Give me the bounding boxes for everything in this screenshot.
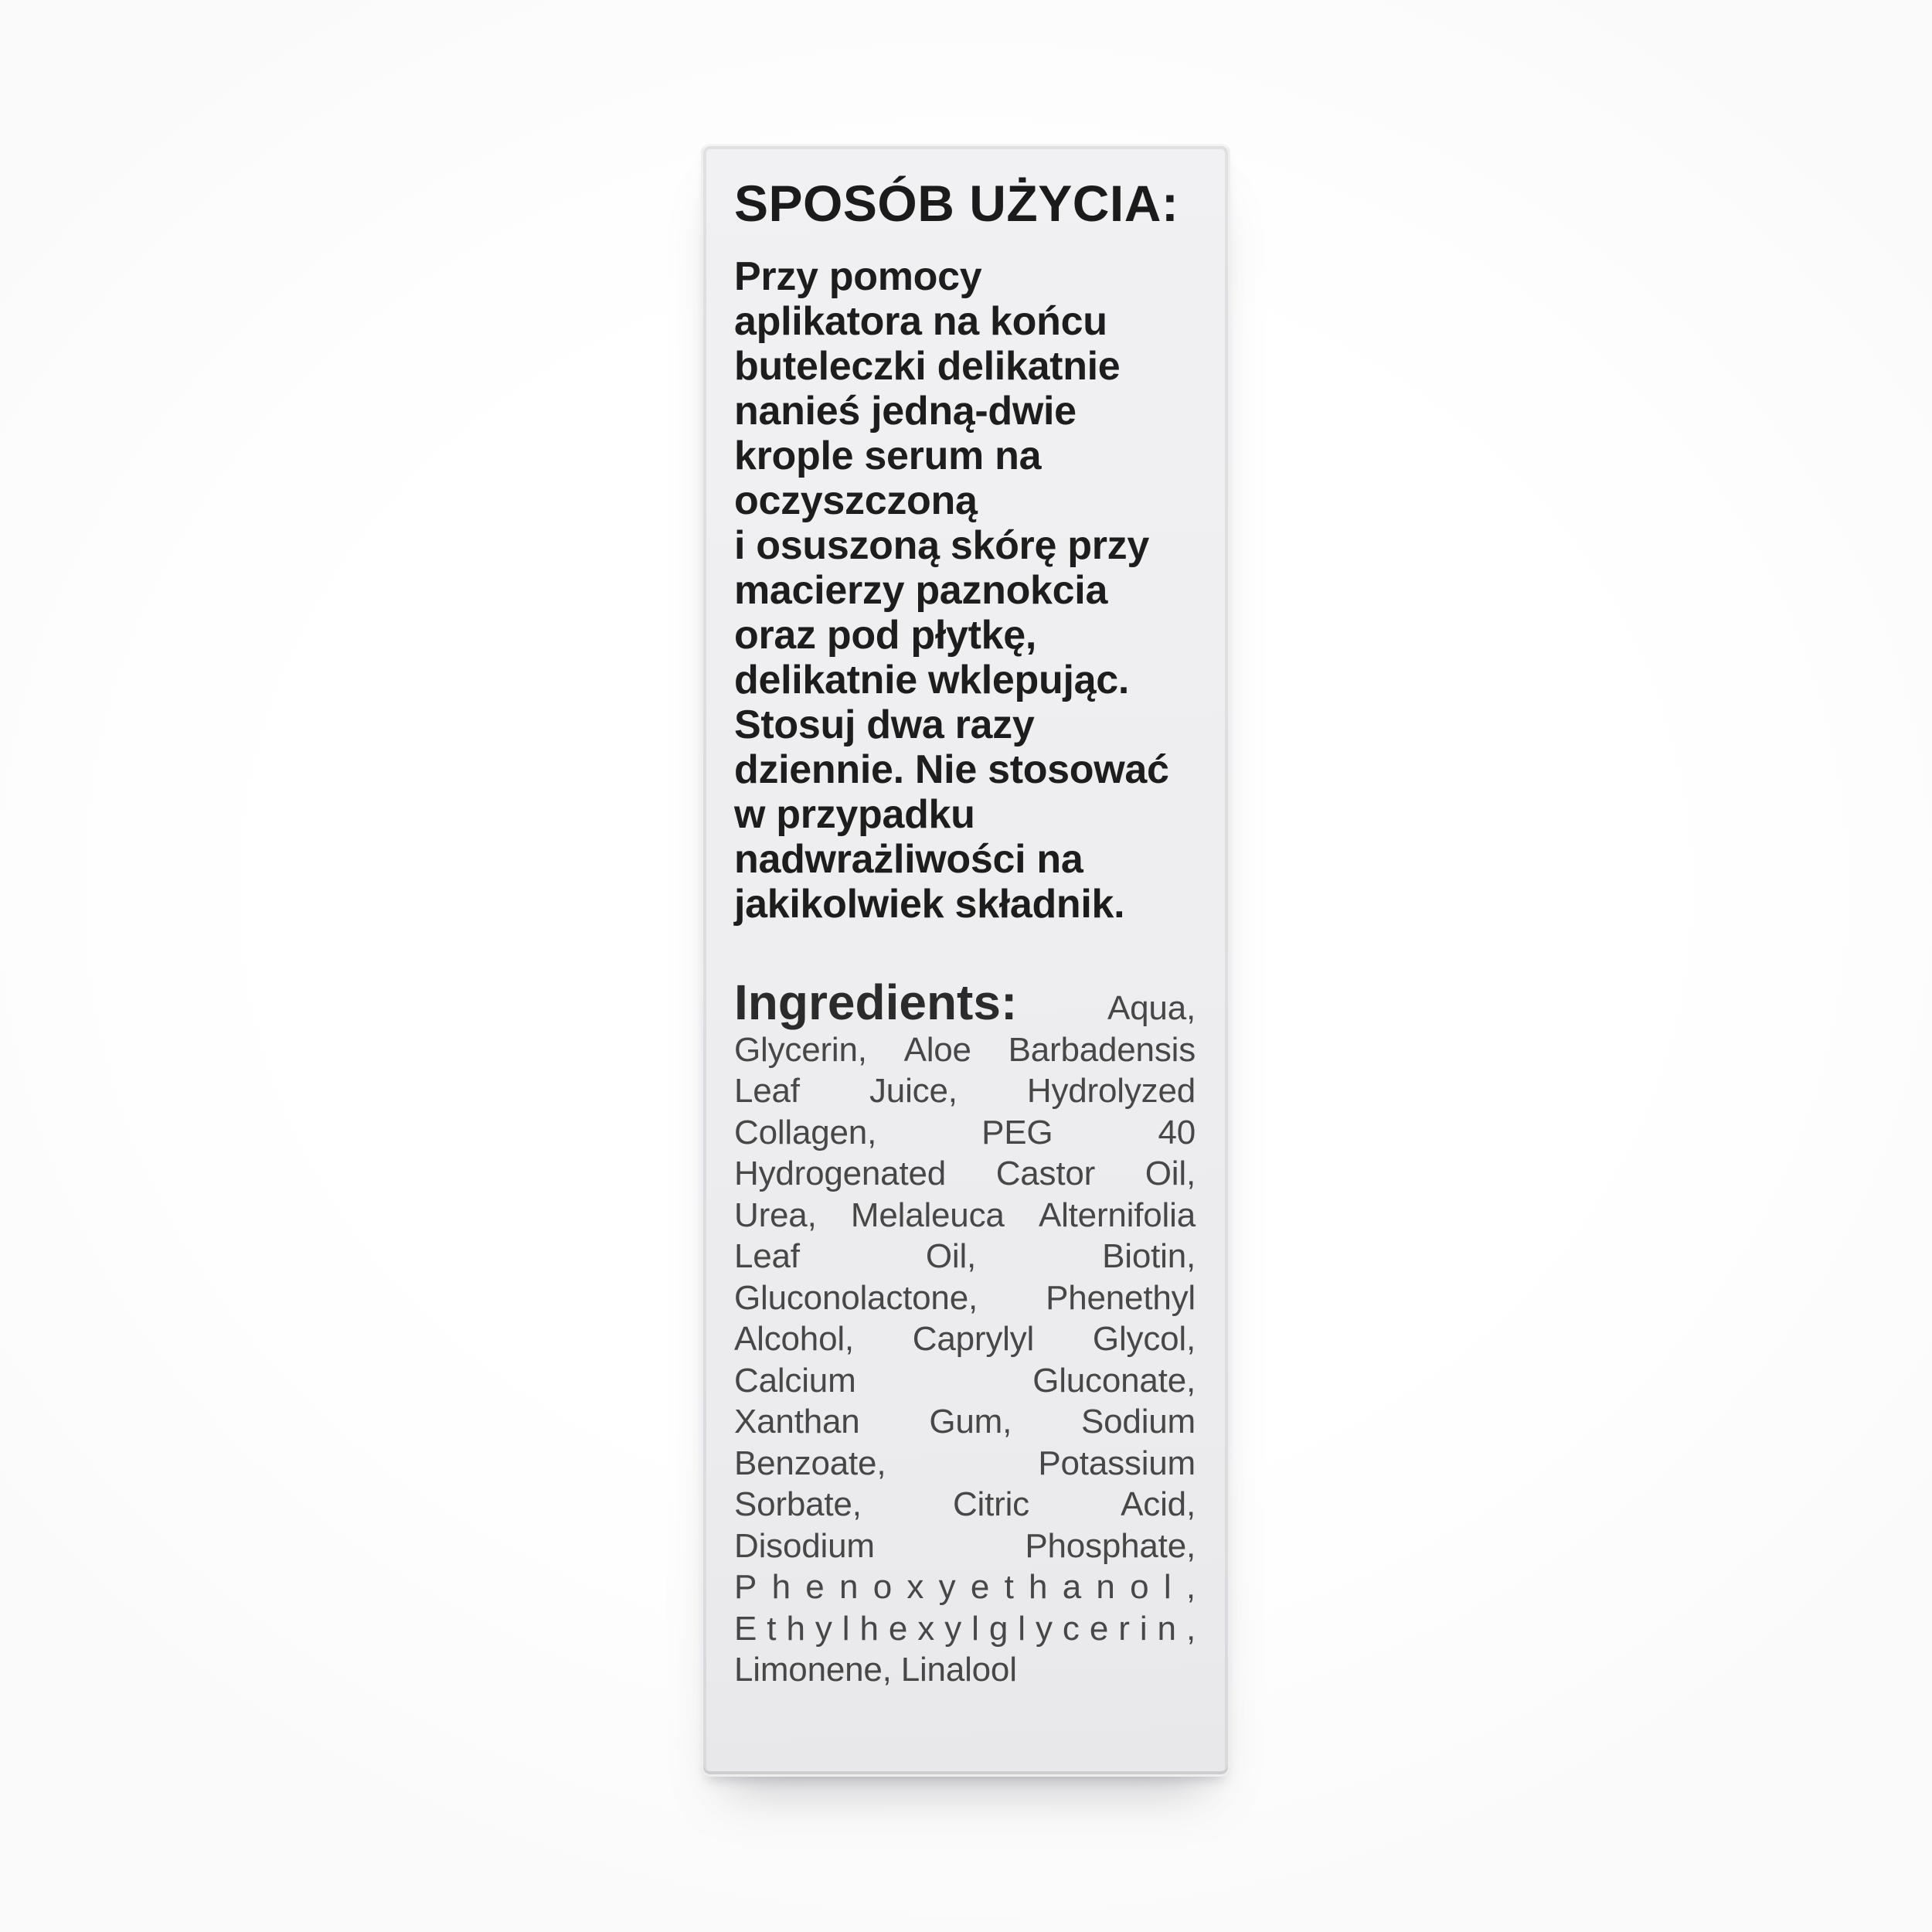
usage-line: delikatnie wklepując. (734, 658, 1130, 702)
ingredients-line: Limonene, Linalool (734, 1651, 1017, 1689)
ingredients-line: Disodium Phosphate, (734, 1526, 1196, 1565)
ingredients-line: Xanthan Gum, Sodium (734, 1403, 1196, 1440)
ingredients-list (734, 975, 1196, 1691)
ingredients-line: Benzoate, Potassium (734, 1444, 1196, 1482)
usage-line: oczyszczoną (734, 478, 978, 523)
usage-line: nanieś jedną-dwie (734, 389, 1077, 434)
ingredients-line: E t h y l h e x y l g l y c e r i n , (734, 1609, 1196, 1648)
usage-line: Przy pomocy (734, 254, 982, 299)
ingredients-line: Leaf Oil, Biotin, (734, 1237, 1196, 1275)
usage-line: oraz pod płytkę, (734, 613, 1037, 658)
usage-line: nadwrażliwości na (734, 837, 1083, 882)
usage-line: i osuszoną skórę przy (734, 523, 1149, 568)
usage-line: aplikatora na końcu (734, 299, 1107, 344)
ingredients-line: Alcohol, Caprylyl Glycol, (734, 1320, 1196, 1358)
usage-line: macierzy paznokcia (734, 568, 1108, 613)
usage-line: buteleczki delikatnie (734, 344, 1121, 389)
usage-heading: SPOSÓB UŻYCIA: (734, 175, 1179, 232)
ingredients-line: Ingredients: Aqua, (734, 975, 1196, 1030)
ingredients-line: Gluconolactone, Phenethyl (734, 1278, 1196, 1317)
ingredients-line: Urea, Melaleuca Alternifolia (734, 1196, 1196, 1234)
usage-line: krople serum na (734, 434, 1042, 478)
usage-line: jakikolwiek składnik. (734, 882, 1125, 927)
ingredients-line: Glycerin, Aloe Barbadensis (734, 1030, 1196, 1069)
ingredients-line: P h e n o x y e t h a n o l , (734, 1568, 1196, 1606)
ingredients-line: Hydrogenated Castor Oil, (734, 1155, 1196, 1192)
ingredients-line: Collagen, PEG 40 (734, 1113, 1196, 1151)
product-box-back-panel (701, 144, 1230, 1777)
usage-line: dziennie. Nie stosować (734, 747, 1169, 792)
usage-paragraph (734, 254, 1196, 927)
ingredients-line: Leaf Juice, Hydrolyzed (734, 1072, 1196, 1110)
usage-line: Stosuj dwa razy (734, 702, 1035, 747)
ingredients-line: Sorbate, Citric Acid, (734, 1485, 1196, 1523)
ingredients-label: Ingredients: (734, 975, 1018, 1030)
ingredients-line: Calcium Gluconate, (734, 1361, 1196, 1400)
usage-line: w przypadku (734, 792, 975, 837)
